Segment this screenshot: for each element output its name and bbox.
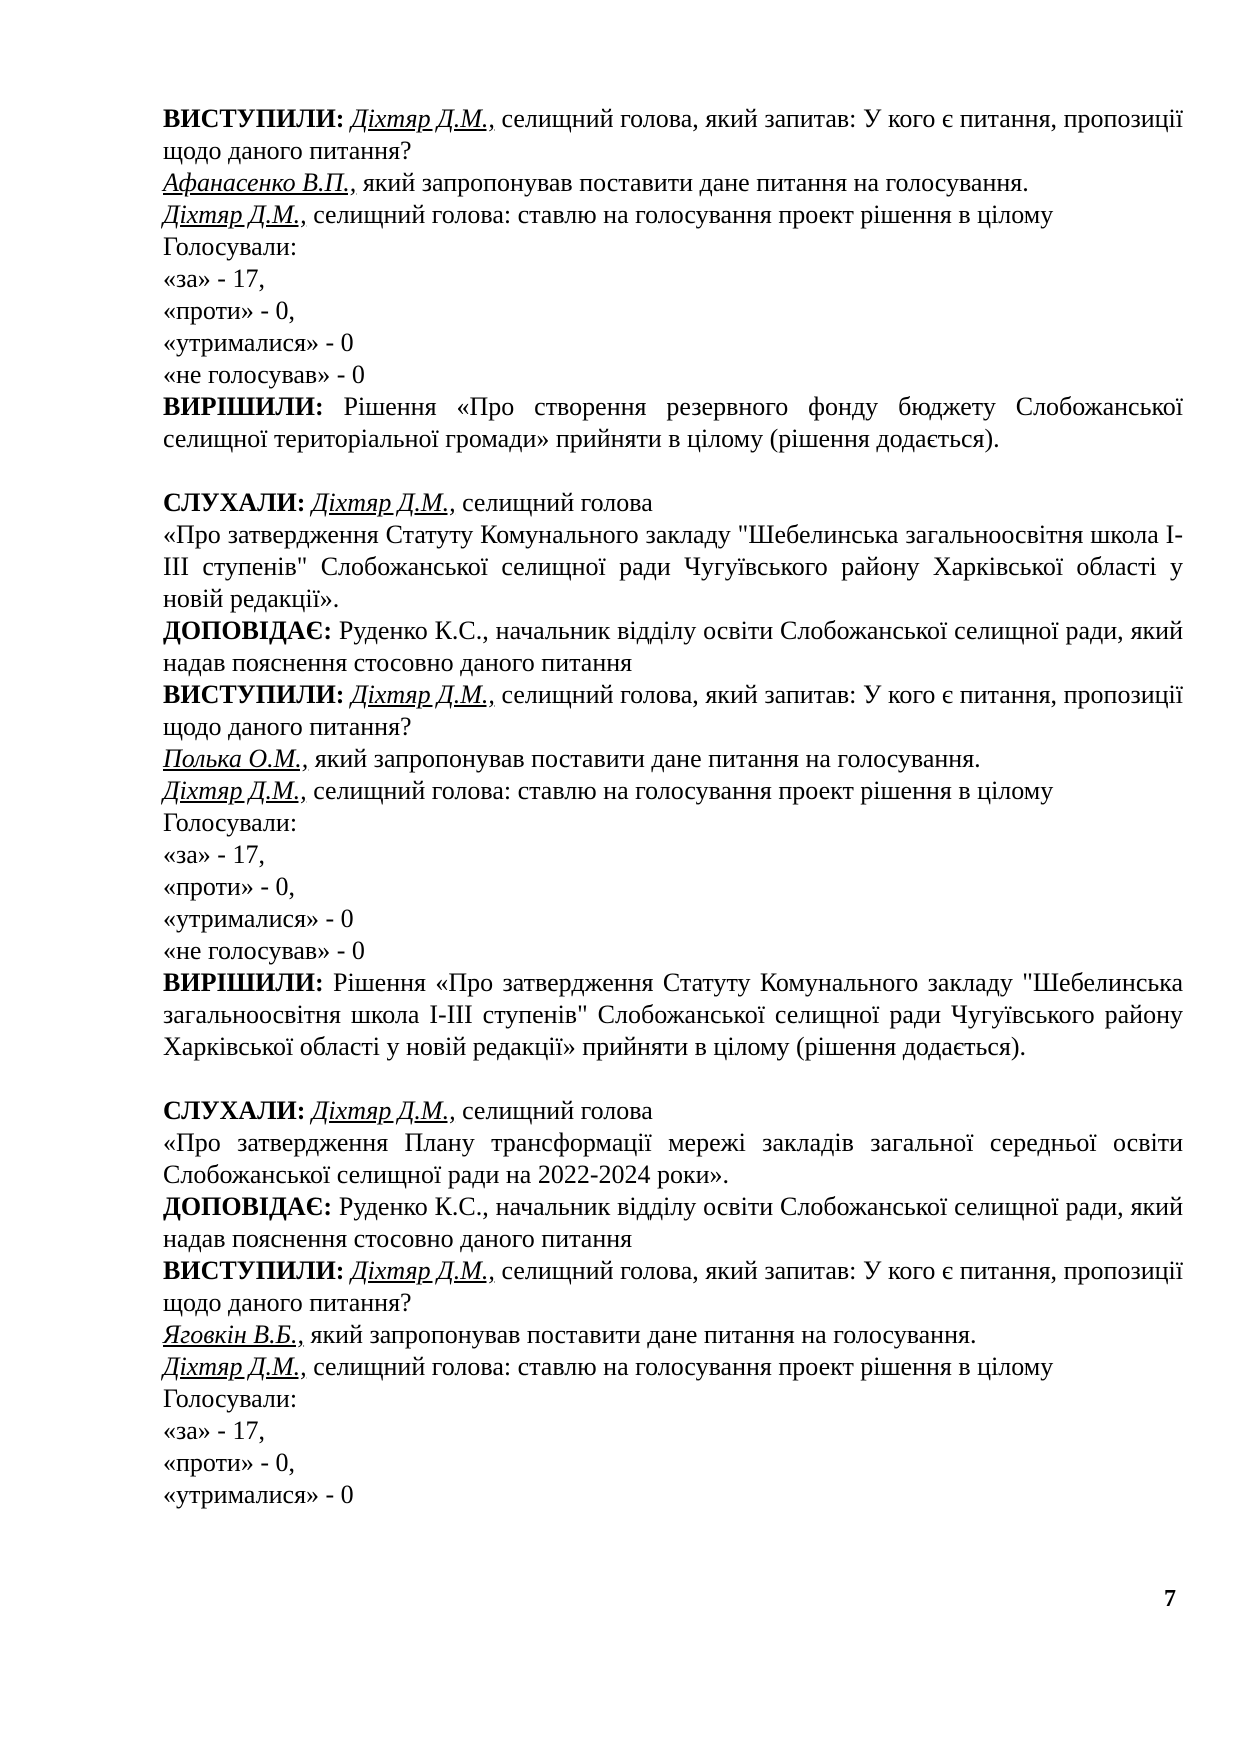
agenda-item (163, 103, 1183, 455)
speaker-name: Діхтяр Д.М., (163, 200, 307, 229)
minutes-line (163, 807, 1183, 839)
line-text: Рішення «Про затвердження Статуту Комунального закладу "Шебелинська загальноосвітня школа І-ІІІ ступенів" Слобожанської селищної ради Чугуївського району Харківської області у новій редакції» прийняти в цілому (рішення додається). (163, 968, 1183, 1061)
minutes-line (163, 327, 1183, 359)
line-text: який запропонував поставити дане питання на голосування. (308, 744, 981, 773)
line-text: Голосували: (163, 1384, 298, 1413)
line-text: селищний голова, який запитав: У кого є питання, пропозиції щодо даного питання? (163, 680, 1184, 741)
speaker-name: Діхтяр Д.М., (311, 488, 456, 517)
agenda-item (163, 1095, 1183, 1511)
speaker-name: Діхтяр Д.М., (163, 776, 307, 805)
line-text: «Про затвердження Статуту Комунального закладу "Шебелинська загальноосвітня школа І-ІІІ ступенів" Слобожанської селищної ради Чугуївського району Харківської області у новій редакції». (163, 520, 1183, 613)
minutes-line (163, 967, 1183, 1063)
line-text: Голосували: (163, 232, 298, 261)
section-label: ДОПОВІДАЄ: (163, 616, 332, 645)
minutes-line (163, 103, 1183, 167)
speaker-name: Полька О.М., (163, 744, 309, 773)
agenda-item (163, 487, 1183, 1063)
section-label: ВИСТУПИЛИ: (163, 104, 345, 133)
line-text: «проти» - 0, (163, 1448, 296, 1477)
block-spacer (163, 1063, 1183, 1095)
speaker-name: Діхтяр Д.М., (351, 680, 495, 709)
speaker-name: Яговкін В.Б., (163, 1320, 305, 1349)
block-spacer (163, 455, 1183, 487)
line-text: «проти» - 0, (163, 872, 296, 901)
minutes-line (163, 871, 1183, 903)
minutes-line (163, 231, 1183, 263)
section-label: ВИРІШИЛИ: (163, 392, 324, 421)
line-text: «утрималися» - 0 (163, 904, 354, 933)
section-label: СЛУХАЛИ: (163, 1096, 306, 1125)
section-label: СЛУХАЛИ: (163, 488, 306, 517)
minutes-line (163, 1351, 1183, 1383)
line-text: «за» - 17, (163, 264, 265, 293)
minutes-line (163, 1447, 1183, 1479)
line-text: селищний голова, який запитав: У кого є питання, пропозиції щодо даного питання? (163, 104, 1184, 165)
line-text: «утрималися» - 0 (163, 328, 354, 357)
line-text: який запропонував поставити дане питання на голосування. (356, 168, 1029, 197)
minutes-line (163, 167, 1183, 199)
minutes-line (163, 1095, 1183, 1127)
minutes-line (163, 487, 1183, 519)
line-text: Руденко К.С., начальник відділу освіти Слобожанської селищної ради, який надав пояснення стосовно даного питання (163, 1192, 1183, 1253)
minutes-line (163, 199, 1183, 231)
minutes-line (163, 743, 1183, 775)
minutes-line (163, 775, 1183, 807)
section-label: ДОПОВІДАЄ: (163, 1192, 332, 1221)
line-text: селищний голова (455, 1096, 653, 1125)
document-page (163, 103, 1183, 1511)
minutes-line (163, 1127, 1183, 1191)
line-text: Руденко К.С., начальник відділу освіти Слобожанської селищної ради, який надав пояснення стосовно даного питання (163, 616, 1183, 677)
line-text: «не голосував» - 0 (163, 360, 365, 389)
line-text: селищний голова (455, 488, 653, 517)
line-text: селищний голова: ставлю на голосування проект рішення в цілому (306, 776, 1054, 805)
speaker-name: Діхтяр Д.М., (351, 1256, 495, 1285)
speaker-name: Афанасенко В.П., (163, 168, 357, 197)
speaker-name: Діхтяр Д.М., (351, 104, 495, 133)
minutes-line (163, 903, 1183, 935)
line-text: селищний голова: ставлю на голосування проект рішення в цілому (306, 1352, 1054, 1381)
minutes-line (163, 935, 1183, 967)
minutes-line (163, 679, 1183, 743)
minutes-line (163, 263, 1183, 295)
minutes-content (163, 103, 1183, 1511)
line-text: «Про затвердження Плану трансформації мережі закладів загальної середньої освіти Слобожанської селищної ради на 2022-2024 роки». (163, 1128, 1183, 1189)
minutes-line (163, 1415, 1183, 1447)
line-text: «за» - 17, (163, 1416, 265, 1445)
line-text: селищний голова: ставлю на голосування проект рішення в цілому (306, 200, 1054, 229)
line-text: «проти» - 0, (163, 296, 296, 325)
minutes-line (163, 391, 1183, 455)
minutes-line (163, 1479, 1183, 1511)
line-text: «не голосував» - 0 (163, 936, 365, 965)
line-text: який запропонував поставити дане питання на голосування. (304, 1320, 977, 1349)
minutes-line (163, 1191, 1183, 1255)
section-label: ВИСТУПИЛИ: (163, 680, 345, 709)
section-label: ВИРІШИЛИ: (163, 968, 324, 997)
minutes-line (163, 519, 1183, 615)
minutes-line (163, 1319, 1183, 1351)
minutes-line (163, 839, 1183, 871)
line-text: «утрималися» - 0 (163, 1480, 354, 1509)
line-text: «за» - 17, (163, 840, 265, 869)
section-label: ВИСТУПИЛИ: (163, 1256, 345, 1285)
minutes-line (163, 1383, 1183, 1415)
minutes-line (163, 1255, 1183, 1319)
speaker-name: Діхтяр Д.М., (163, 1352, 307, 1381)
line-text: Рішення «Про створення резервного фонду бюджету Слобожанської селищної територіальної громади» прийняти в цілому (рішення додається). (163, 392, 1183, 453)
line-text: селищний голова, який запитав: У кого є питання, пропозиції щодо даного питання? (163, 1256, 1184, 1317)
page-number: 7 (1164, 1586, 1176, 1612)
minutes-line (163, 295, 1183, 327)
minutes-line (163, 359, 1183, 391)
line-text: Голосували: (163, 808, 298, 837)
minutes-line (163, 615, 1183, 679)
speaker-name: Діхтяр Д.М., (311, 1096, 456, 1125)
